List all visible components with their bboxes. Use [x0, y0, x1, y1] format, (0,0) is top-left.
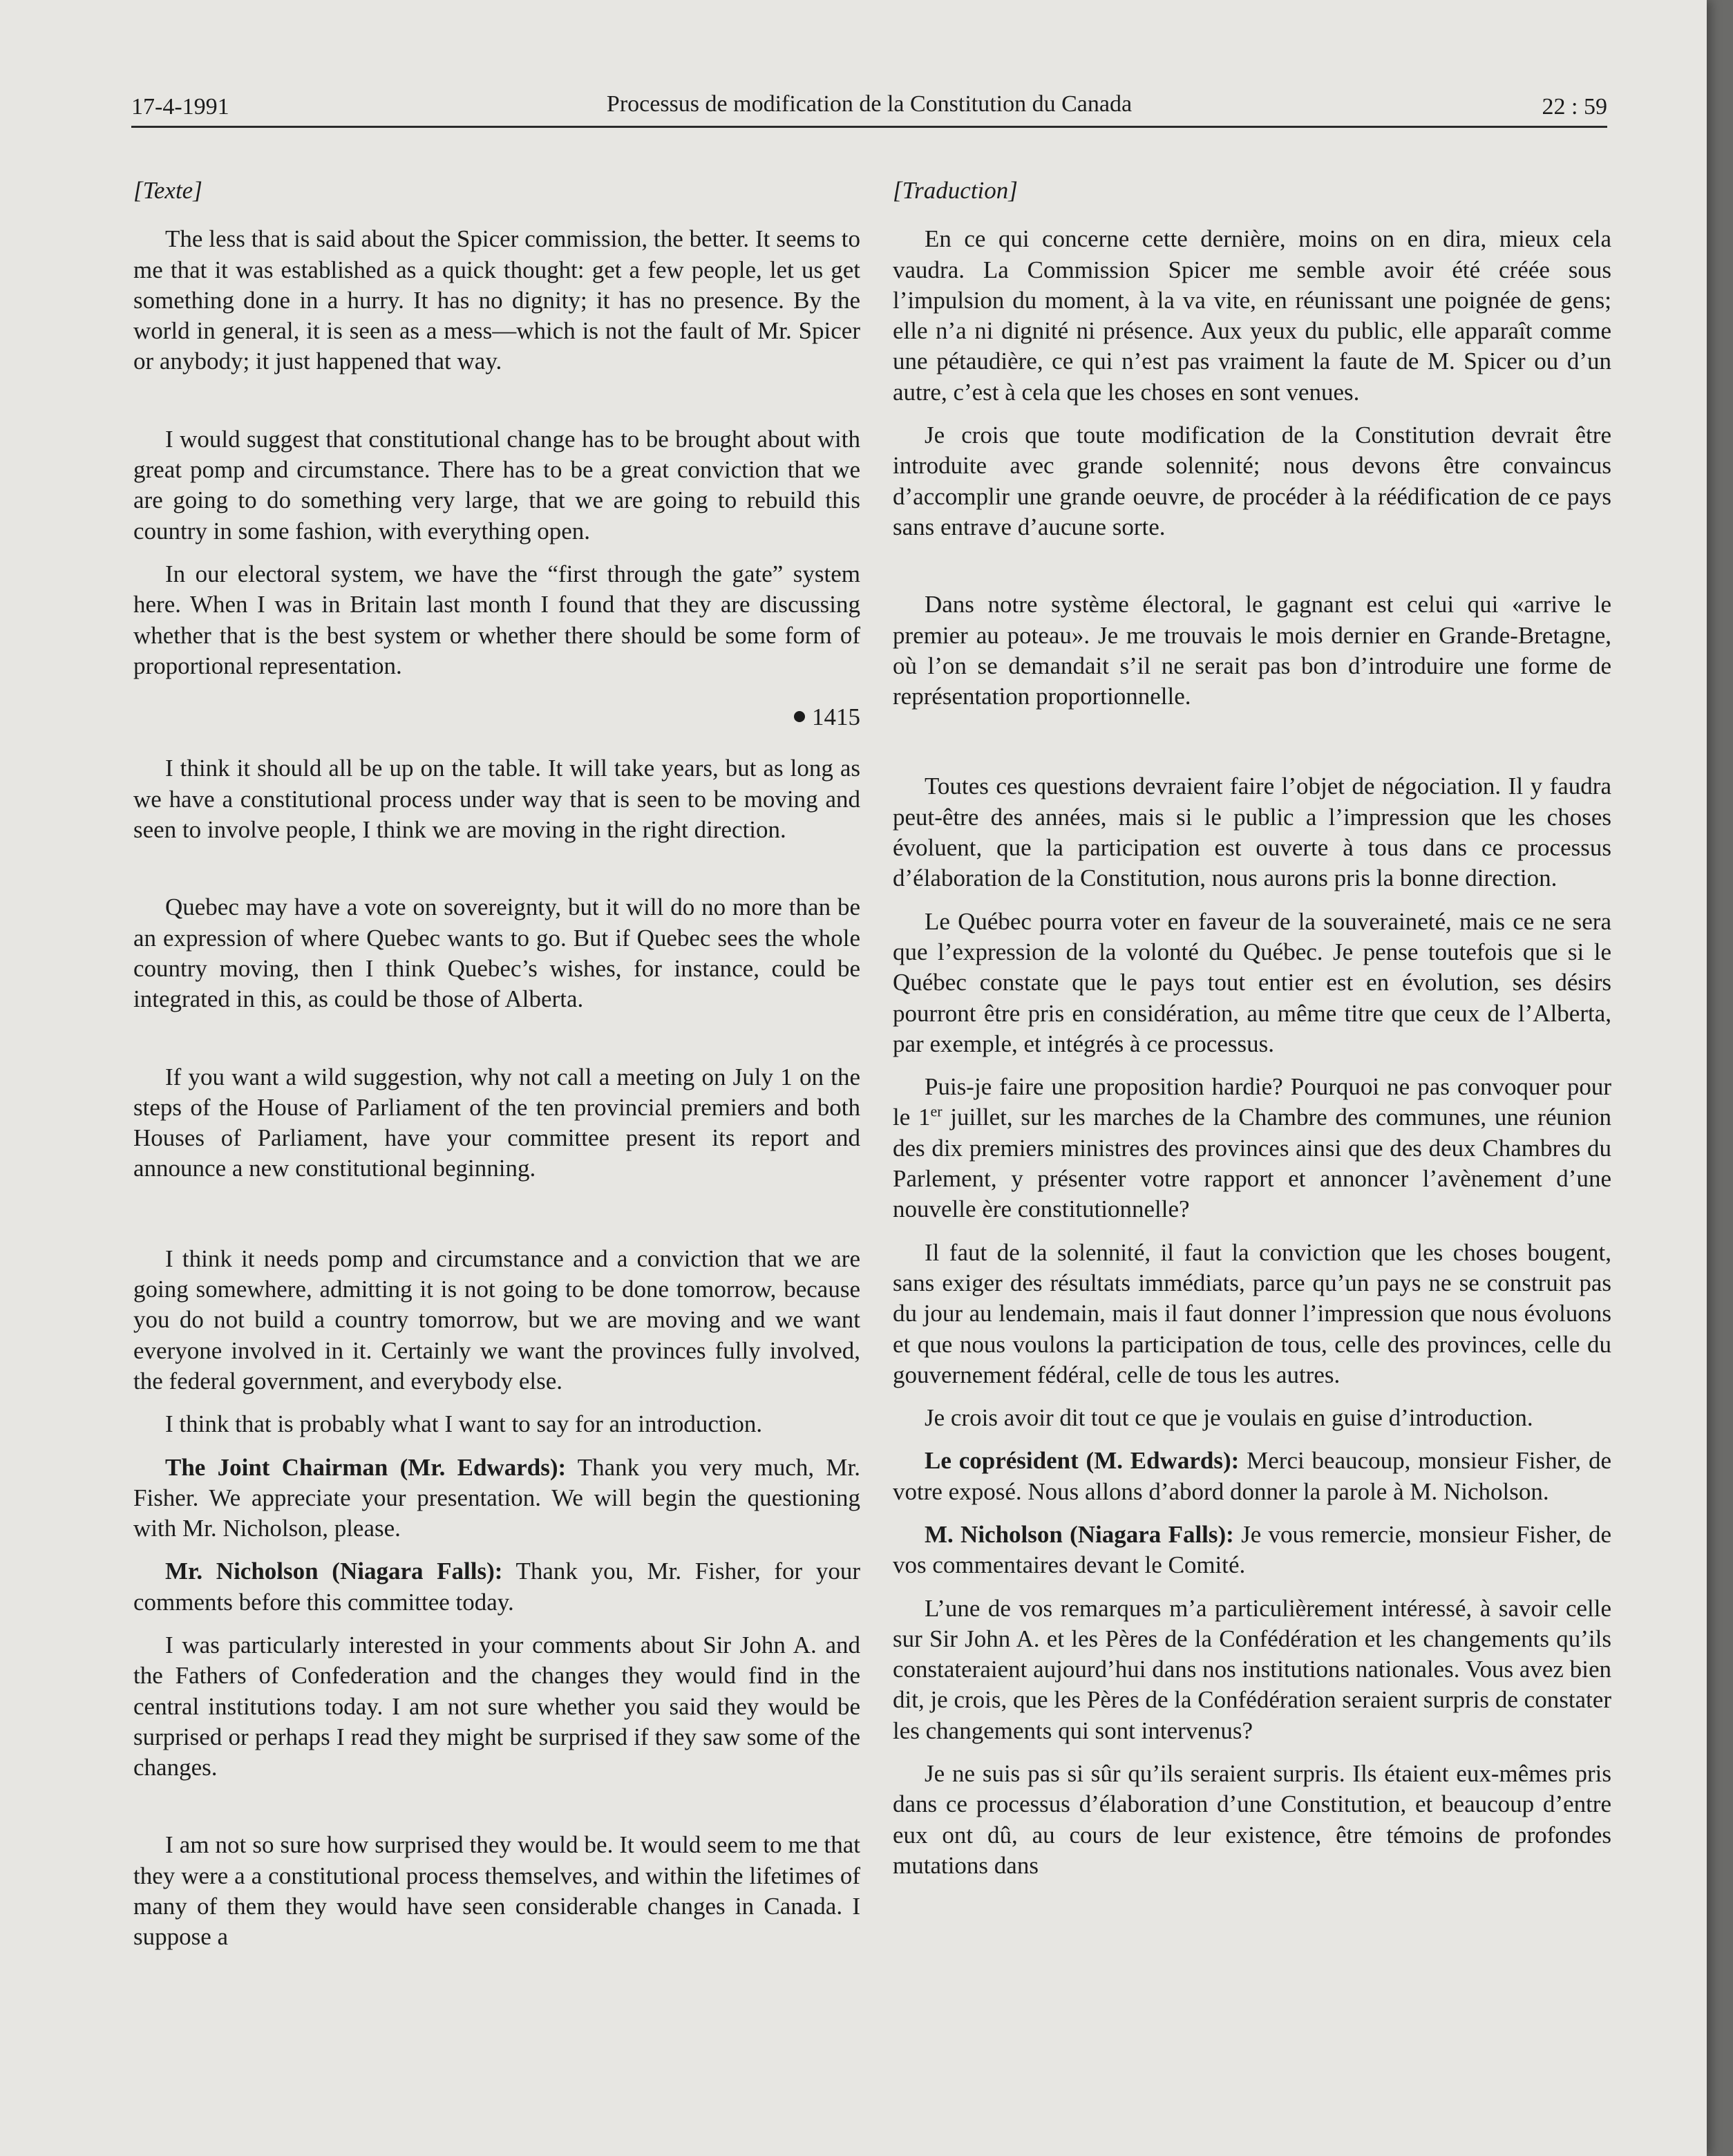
paragraph: Dans notre système électoral, le gagnant est celui qui «arrive le premier au poteau». Je me trouvais le mois dernier en Grande-Bretagne, où l’on se demandait s’il ne serait pas bon d’introduire une forme de représentation proportionnelle. [893, 591, 1611, 710]
time-marker: 1415 [133, 702, 860, 732]
column-label: [Traduction] [893, 177, 1018, 204]
paragraph: En ce qui concerne cette dernière, moins on en dira, mieux cela vaudra. La Commission Spicer me semble avoir été créée sous l’impulsion du moment, à la va vite, en réunissant une poignée de gens; elle n’a ni dignité ni présence. Aux yeux du public, elle apparaît comme une pétaudière, ce qui n’est pas vraiment la faute de M. Spicer ou d’un autre, c’est à cela que les choses en sont venues. [893, 225, 1611, 406]
paragraph: Puis-je faire une proposition hardie? Pourquoi ne pas convoquer pour le 1er juillet, sur les marches de la Chambre des communes, une réunion des dix premiers ministres des provinces ainsi que des deux Chambres du Parlement, y présenter votre rapport et annoncer l’avènement d’une nouvelle ère constitutionnelle? [893, 1073, 1611, 1223]
speaker-paragraph: M. Nicholson (Niagara Falls): Je vous remercie, monsieur Fisher, de vos commentaires devant le Comité. [893, 1520, 1611, 1579]
speaker-paragraph: The Joint Chairman (Mr. Edwards): Thank you very much, Mr. Fisher. We appreciate your presentation. We will begin the questioning with Mr. Nicholson, please. [133, 1453, 860, 1542]
paragraph: The less that is said about the Spicer commission, the better. It seems to me that it was established as a quick thought: get a few people, let us get something done in a hurry. It has no dignity; it has no presence. By the world in general, it is seen as a mess—which is not the fault of Mr. Spicer or anybody; it just happened that way. [133, 225, 860, 375]
header-page-number: 22 : 59 [1542, 94, 1607, 120]
paragraph: I would suggest that constitutional change has to be brought about with great pomp and circumstance. There has to be a great conviction that we are going to do something very large, that we are going to rebuild this country in some fashion, with everything open. [133, 425, 860, 545]
paragraph: Il faut de la solennité, il faut la conviction que les choses bougent, sans exiger des résultats immédiats, parce qu’un pays ne se construit pas du jour au lendemain, mais il faut donner l’impression que nous évoluons et que nous voulons la participation de tous, celle des provinces, celle du gouvernement fédéral, celle de tous les autres. [893, 1238, 1611, 1388]
paragraph: I think it needs pomp and circumstance and a conviction that we are going somewhere, admitting it is not going to be done tomorrow, because you do not build a country tomorrow, but we are moving and we want everyone involved in it. Certainly we want the provinces fully involved, the federal government, and everybody else. [133, 1245, 860, 1394]
speaker-paragraph: Le coprésident (M. Edwards): Merci beaucoup, monsieur Fisher, de votre exposé. Nous allons d’abord donner la parole à M. Nicholson. [893, 1447, 1611, 1505]
column-label: [Texte] [133, 177, 202, 204]
header-date: 17-4-1991 [131, 94, 229, 120]
paragraph: If you want a wild suggestion, why not call a meeting on July 1 on the steps of the House of Parliament of the ten provincial premiers and both Houses of Parliament, have your committee present its report and announce a new constitutional beginning. [133, 1063, 860, 1182]
paragraph: I am not so sure how surprised they would be. It would seem to me that they were a a constitutional process themselves, and within the lifetimes of many of them they would have seen considerable changes in Canada. I suppose a [133, 1831, 860, 1951]
speaker-name: Mr. Nicholson (Niagara Falls): [165, 1558, 503, 1585]
paragraph: I think that is probably what I want to say for an introduction. [165, 1410, 763, 1438]
paragraph: I was particularly interested in your comments about Sir John A. and the Fathers of Confederation and the changes they would find in the central institutions today. I am not sure whether you said they would be surprised or perhaps I read they might be surprised if they saw some of the changes. [133, 1631, 860, 1781]
paragraph: Je ne suis pas si sûr qu’ils seraient surpris. Ils étaient eux-mêmes pris dans ce processus d’élaboration d’une Constitution, et beaucoup d’entre eux ont dû, au cours de leur existence, être témoins de profondes mutations dans [893, 1760, 1611, 1879]
paragraph: Quebec may have a vote on sovereignty, but it will do no more than be an expression of where Quebec wants to go. But if Quebec sees the whole country moving, then I think Quebec’s wishes, for instance, could be integrated in this, as could be those of Alberta. [133, 893, 860, 1013]
paragraph: I think it should all be up on the table. It will take years, but as long as we have a constitutional process under way that is seen to be moving and seen to involve people, I think we are moving in the right direction. [133, 755, 860, 844]
paragraph: Je crois que toute modification de la Constitution devrait être introduite avec grande solennité; nous devons être convaincus d’accomplir une grande oeuvre, de procéder à la réédification de ce pays sans entrave d’aucune sorte. [893, 422, 1611, 540]
running-header [131, 82, 1607, 128]
bullet-icon [794, 711, 805, 722]
paragraph: Je crois avoir dit tout ce que je voulais en guise d’introduction. [925, 1404, 1533, 1432]
paragraph: In our electoral system, we have the “first through the gate” system here. When I was in Britain last month I found that they are discussing whether that is the best system or whether there should be some form of proportional representation. [133, 560, 860, 679]
paragraph: Le Québec pourra voter en faveur de la souveraineté, mais ce ne sera que l’expression de la volonté du Québec. Je pense toutefois que si le Québec constate que le pays tout entier est en évolution, ses désirs pourront être pris en considération, au même titre que ceux de l’Alberta, par exemple, et intégrés à ce processus. [893, 907, 1611, 1057]
speaker-name: The Joint Chairman (Mr. Edwards): [165, 1453, 567, 1481]
header-title: Processus de modification de la Constitution du Canada [606, 91, 1133, 117]
speaker-name: Le coprésident (M. Edwards): [925, 1447, 1240, 1475]
english-column [133, 176, 860, 1953]
speaker-name: M. Nicholson (Niagara Falls): [925, 1520, 1234, 1548]
paragraph: Toutes ces questions devraient faire l’objet de négociation. Il y faudra peut-être des années, mais si le public a l’impression que les choses évoluent, que la participation est ouverte à tous dans ce processus d’élaboration de la Constitution, nous aurons pris la bonne direction. [893, 773, 1611, 892]
speaker-paragraph: Mr. Nicholson (Niagara Falls): Thank you, Mr. Fisher, for your comments before this committee today. [133, 1558, 860, 1616]
french-column [893, 176, 1611, 1881]
paragraph: L’une de vos remarques m’a particulièrement intéressé, à savoir celle sur Sir John A. et les Pères de la Confédération et les changements qu’ils constateraient aujourd’hui dans nos institutions nationales. Vous avez bien dit, je crois, que les Pères de la Confédération seraient surpris de constater les changements qui sont intervenus? [893, 1594, 1611, 1744]
